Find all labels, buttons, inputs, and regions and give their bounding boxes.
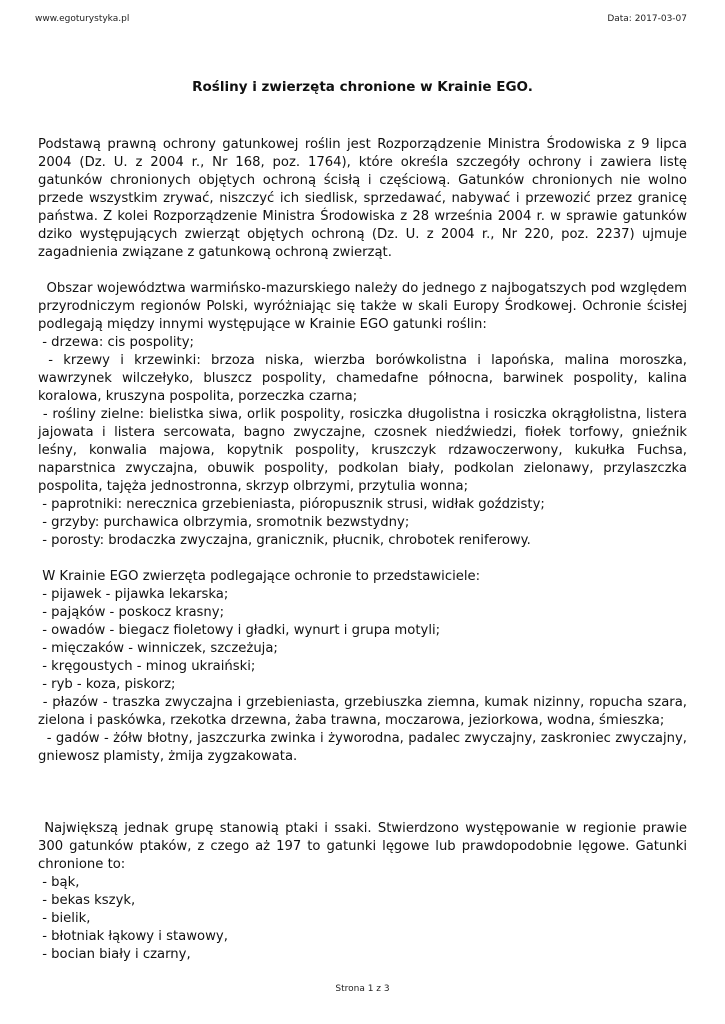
animal-list-item: - mięczaków - winniczek, szczeżuja; bbox=[38, 641, 278, 656]
plant-list-item: - rośliny zielne: bielistka siwa, orlik pospolity, rosiczka długolistna i rosiczka okrągłolistna, listera jajowata i listera sercowata, bagno zwyczajne, czosnek niedźwiedzi, fiołek torfowy, gnieźnik leśny, konwalia majowa, kopytnik pospolity, kruszczyk rdzawoczerwony, kukułka Fuchsa, naparstnica zwyczajna, obuwik pospolity, podkolan biały, podkolan zielonawy, przylaszczka pospolita, tajęża jednostronna, skrzyp olbrzymi, przytulia wonna; bbox=[38, 407, 692, 494]
bird-list-item: - bekas kszyk, bbox=[38, 893, 136, 908]
plants-intro-paragraph: Obszar województwa warmińsko-mazurskiego należy do jednego z najbogatszych pod względem przyrodniczym regionów Polski, wyróżniając się także w skali Europy Środkowej. Ochronie ścisłej podlegają między innymi występujące w Krainie EGO gatunki roślin: bbox=[38, 281, 692, 332]
plant-list-item: - porosty: brodaczka zwyczajna, granicznik, płucnik, chrobotek reniferowy. bbox=[38, 533, 531, 548]
page-title: Rośliny i zwierzęta chronione w Krainie EGO. bbox=[192, 79, 533, 95]
site-url: www.egoturystyka.pl bbox=[35, 14, 130, 24]
document-body bbox=[38, 136, 692, 964]
document-date: Data: 2017-03-07 bbox=[607, 14, 687, 24]
animals-intro: W Krainie EGO zwierzęta podlegające ochronie to przedstawiciele: bbox=[38, 569, 481, 584]
plant-list-item: - drzewa: cis pospolity; bbox=[38, 335, 194, 350]
animal-list-item: - ryb - koza, piskorz; bbox=[38, 677, 176, 692]
animal-list-item: - płazów - traszka zwyczajna i grzebieniasta, grzebiuszka ziemna, kumak nizinny, ropucha szara, zielona i paskówka, rzekotka drzewna, żaba trawna, moczarowa, jeziorkowa, wodna, śmieszka; bbox=[38, 695, 692, 728]
bird-list-item: - błotniak łąkowy i stawowy, bbox=[38, 929, 228, 944]
animal-list-item: - owadów - biegacz fioletowy i gładki, wynurt i grupa motyli; bbox=[38, 623, 441, 638]
plant-list-item: - krzewy i krzewinki: brzoza niska, wierzba borówkolistna i lapońska, malina moroszka, wawrzynek wilczełyko, bluszcz pospolity, chamedafne północna, barwinek pospolity, kalina koralowa, kruszyna pospolita, porzeczka czarna; bbox=[38, 353, 692, 404]
animal-list-item: - gadów - żółw błotny, jaszczurka zwinka i żyworodna, padalec zwyczajny, zaskroniec zwyczajny, gniewosz plamisty, żmija zygzakowata. bbox=[38, 731, 692, 764]
animal-list-item: - pijawek - pijawka lekarska; bbox=[38, 587, 229, 602]
bird-list-item: - bocian biały i czarny, bbox=[38, 947, 191, 962]
intro-paragraph: Podstawą prawną ochrony gatunkowej roślin jest Rozporządzenie Ministra Środowiska z 9 lipca 2004 (Dz. U. z 2004 r., Nr 168, poz. 1764), które określa szczegóły ochrony i zawiera listę gatunków chronionych objętych ochroną ścisłą i częściową. Gatunków chronionych nie wolno przede wszystkim zrywać, niszczyć ich siedlisk, sprzedawać, nabywać i przewozić przez granicę państwa. Z kolei Rozporządzenie Ministra Środowiska z 28 września 2004 r. w sprawie gatunków dziko występujących zwierząt objętych ochroną (Dz. U. z 2004 r., Nr 220, poz. 2237) ujmuje zagadnienia związane z gatunkową ochroną zwierząt. bbox=[38, 137, 687, 260]
animal-list-item: - kręgoustych - minog ukraiński; bbox=[38, 659, 256, 674]
birds-intro-paragraph: Największą jednak grupę stanowią ptaki i ssaki. Stwierdzono występowanie w regionie prawie 300 gatunków ptaków, z czego aż 197 to gatunki lęgowe lub prawdopodobnie lęgowe. Gatunki chronione to: bbox=[38, 821, 692, 872]
plant-list-item: - grzyby: purchawica olbrzymia, sromotnik bezwstydny; bbox=[38, 515, 410, 530]
animal-list-item: - pająków - poskocz krasny; bbox=[38, 605, 225, 620]
spacer bbox=[38, 550, 687, 568]
bird-list-item: - bielik, bbox=[38, 911, 91, 926]
spacer bbox=[38, 262, 687, 280]
bird-list-item: - bąk, bbox=[38, 875, 80, 890]
page-number: Strona 1 z 3 bbox=[335, 984, 390, 994]
spacer bbox=[38, 766, 687, 820]
plant-list-item: - paprotniki: nerecznica grzebieniasta, pióropusznik strusi, widłak goździsty; bbox=[38, 497, 545, 512]
